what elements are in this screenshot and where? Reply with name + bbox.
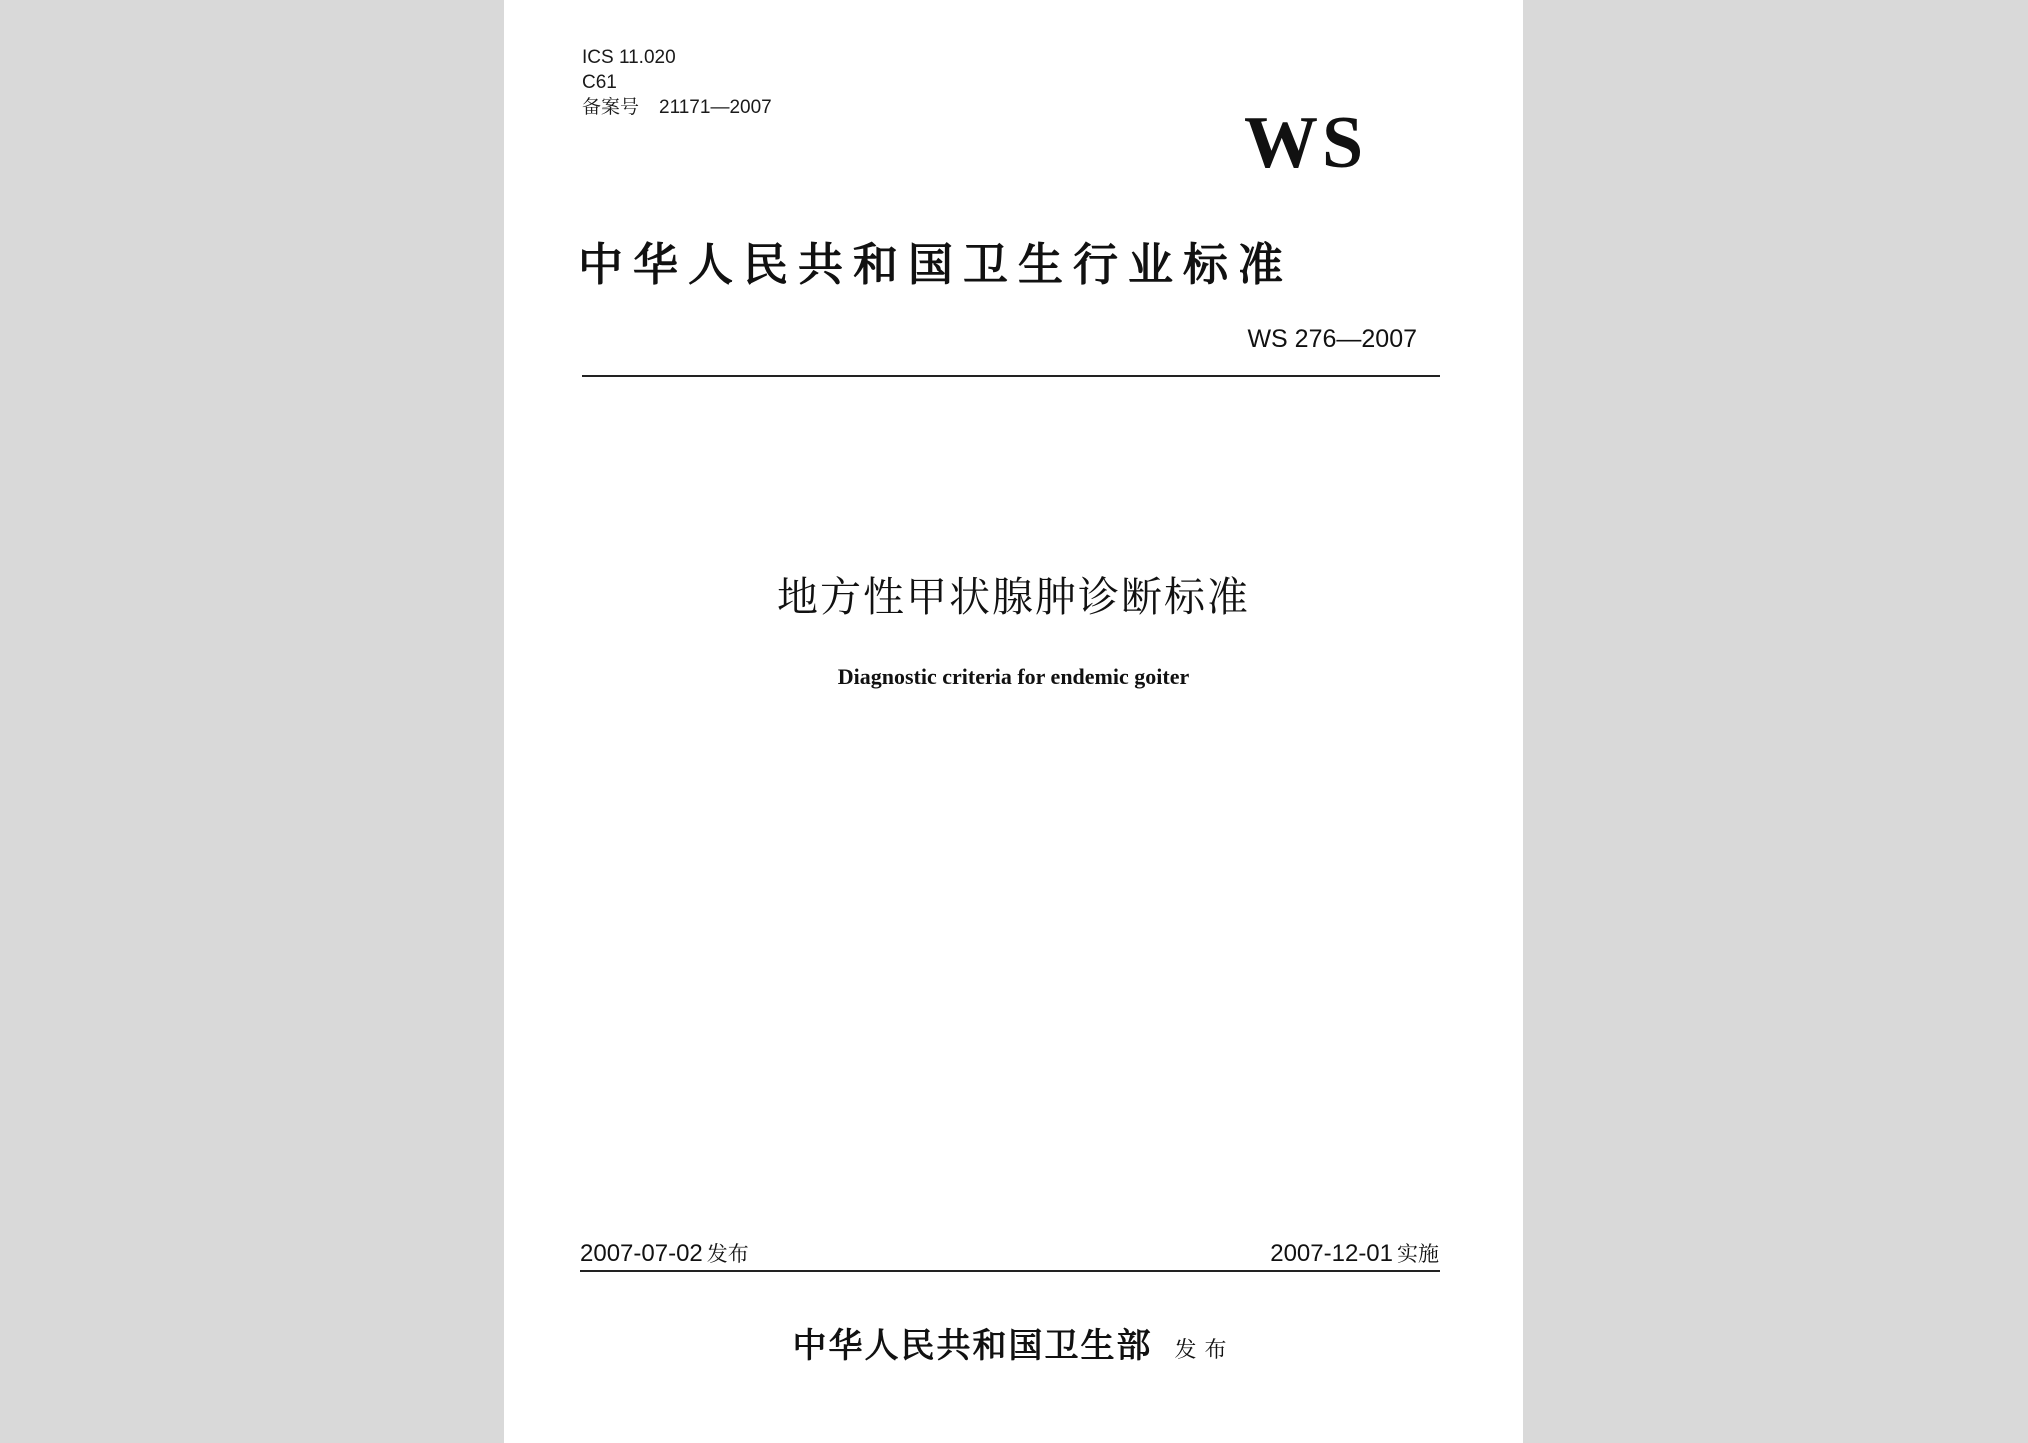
filing-record (582, 95, 772, 120)
release-date (580, 1238, 749, 1268)
classification-block (582, 45, 772, 120)
publisher-name: 中华人民共和国卫生部 (792, 1326, 1153, 1366)
ws-logo: WS (1244, 102, 1368, 184)
publisher-action: 发布 (1174, 1338, 1235, 1363)
document-title-en: Diagnostic criteria for endemic goiter (837, 664, 1190, 689)
implementation-label: 实施 (1397, 1242, 1439, 1266)
release-label: 发布 (706, 1242, 749, 1266)
implementation-date (1270, 1238, 1439, 1268)
bottom-divider (580, 1270, 1440, 1272)
ics-code: ICS 11.020 (582, 47, 676, 68)
filing-number: 21171—2007 (659, 97, 772, 118)
ccs-code: C61 (582, 72, 617, 93)
document-title-zh: 地方性甲状腺肿诊断标准 (777, 573, 1250, 621)
publisher (504, 1318, 1523, 1367)
filing-label: 备案号 (582, 97, 640, 118)
standard-heading: 中华人民共和国卫生行业标准 (578, 238, 1294, 291)
implementation-date-value: 2007-12-01 (1270, 1240, 1393, 1267)
top-divider (582, 375, 1440, 377)
document-page (504, 0, 1523, 1443)
release-date-value: 2007-07-02 (580, 1240, 703, 1267)
standard-number: WS 276—2007 (1247, 325, 1417, 353)
